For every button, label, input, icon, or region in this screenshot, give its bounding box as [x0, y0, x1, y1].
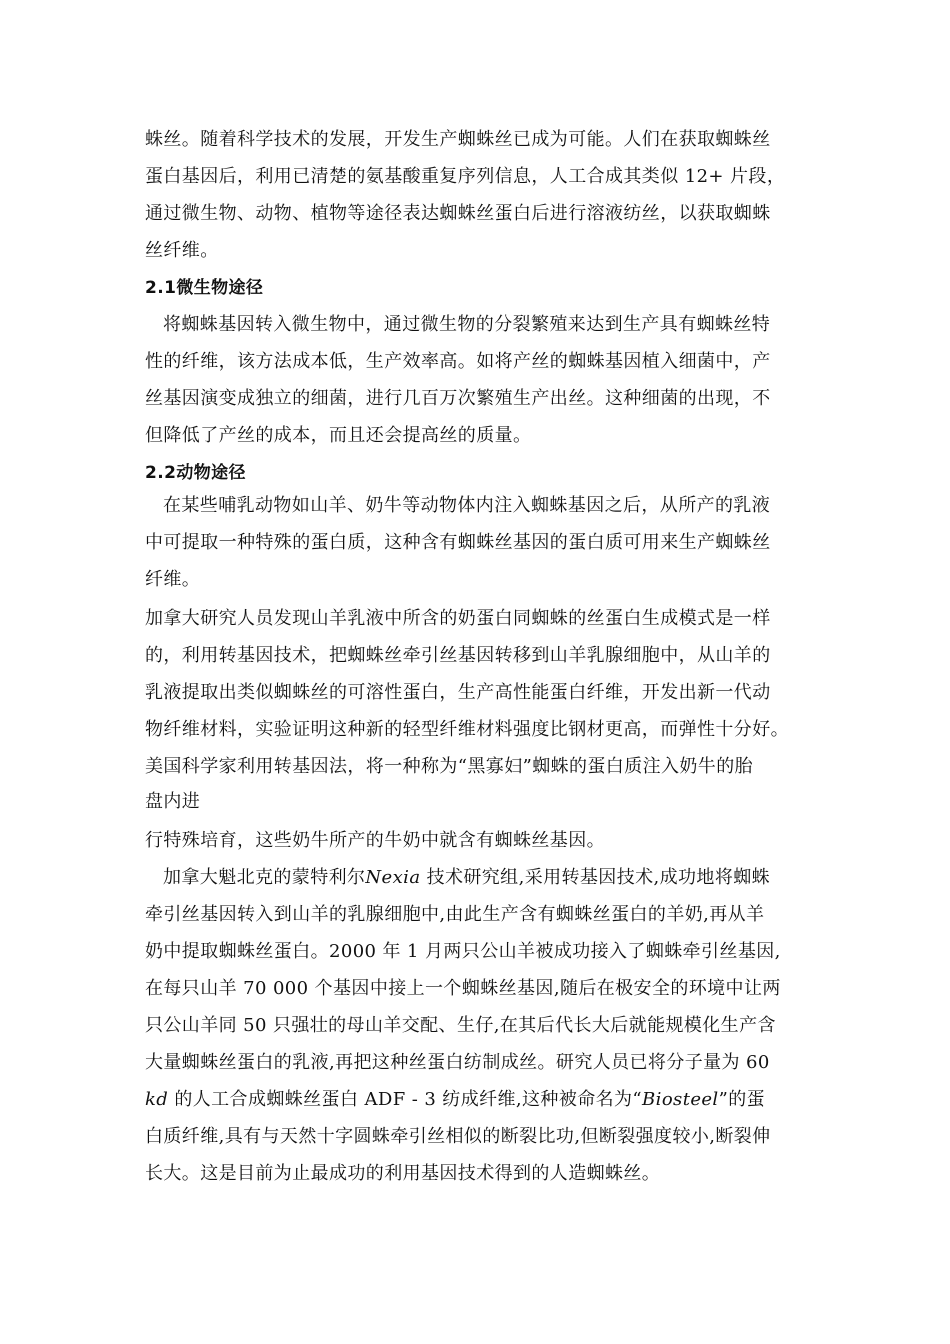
paragraph-line: 美国科学家利用转基因法，将一种称为“黑寡妇”蜘蛛的蛋白质注入奶牛的胎: [145, 756, 754, 777]
section-heading-2-1: 2.1微生物途径: [145, 278, 264, 298]
paragraph-line: 加拿大研究人员发现山羊乳液中所含的奶蛋白同蜘蛛的丝蛋白生成模式是一样: [145, 608, 771, 629]
paragraph-line: 在某些哺乳动物如山羊、奶牛等动物体内注入蜘蛛基因之后，从所产的乳液: [163, 495, 771, 516]
paragraph-line: 丝纤维。: [145, 240, 219, 261]
paragraph-line: 但降低了产丝的成本，而且还会提高丝的质量。: [145, 425, 532, 446]
paragraph-line: 大量蜘蛛丝蛋白的乳液,再把这种丝蛋白纺制成丝。研究人员已将分子量为 60: [145, 1052, 770, 1073]
paragraph-line: 盘内进: [145, 791, 201, 812]
paragraph-line: 只公山羊同 50 只强壮的母山羊交配、生仔,在其后代长大后就能规模化生产含: [145, 1015, 776, 1036]
paragraph-line: 的，利用转基因技术，把蜘蛛丝牵引丝基因转移到山羊乳腺细胞中，从山羊的: [145, 645, 771, 666]
paragraph-line: 中可提取一种特殊的蛋白质，这种含有蜘蛛丝基因的蛋白质可用来生产蜘蛛丝: [145, 532, 771, 553]
text-run: ”的蛋: [718, 1089, 765, 1110]
paragraph-line: 纤维。: [145, 569, 201, 590]
paragraph-line: 将蜘蛛基因转入微生物中，通过微生物的分裂繁殖来达到生产具有蜘蛛丝特: [163, 314, 771, 335]
text-run: 技术研究组,采用转基因技术,成功地将蜘蛛: [420, 867, 771, 888]
paragraph-line: 奶中提取蜘蛛丝蛋白。2000 年 1 月两只公山羊被成功接入了蜘蛛牵引丝基因,: [145, 941, 781, 962]
paragraph-line: 丝基因演变成独立的细菌，进行几百万次繁殖生产出丝。这种细菌的出现，不: [145, 388, 771, 409]
paragraph-line: [145, 1088, 815, 1112]
text-run-italic: Biosteel: [642, 1089, 719, 1110]
paragraph-line: 白质纤维,具有与天然十字圆蛛牵引丝相似的断裂比功,但断裂强度较小,断裂伸: [145, 1126, 771, 1147]
section-heading-2-2: 2.2动物途径: [145, 463, 246, 483]
text-run-italic: Nexia: [365, 867, 421, 888]
paragraph-line: 性的纤维，该方法成本低，生产效率高。如将产丝的蜘蛛基因植入细菌中，产: [145, 351, 771, 372]
paragraph-line: 行特殊培育，这些奶牛所产的牛奶中就含有蜘蛛丝基因。: [145, 830, 605, 851]
text-run: 加拿大魁北克的蒙特利尔: [163, 867, 366, 888]
paragraph-line: 牵引丝基因转入到山羊的乳腺细胞中,由此生产含有蜘蛛丝蛋白的羊奶,再从羊: [145, 904, 765, 925]
text-run: 的人工合成蜘蛛丝蛋白 ADF - 3 纺成纤维,这种被命名为“: [168, 1089, 643, 1110]
paragraph-line: 通过微生物、动物、植物等途径表达蜘蛛丝蛋白后进行溶液纺丝，以获取蜘蛛: [145, 203, 771, 224]
paragraph-line: 蛛丝。随着科学技术的发展，开发生产蜘蛛丝已成为可能。人们在获取蜘蛛丝: [145, 129, 771, 150]
paragraph-line: 长大。这是目前为止最成功的利用基因技术得到的人造蜘蛛丝。: [145, 1163, 661, 1184]
text-run-italic: kd: [145, 1089, 169, 1110]
paragraph-line: 在每只山羊 70 000 个基因中接上一个蜘蛛丝基因,随后在极安全的环境中让两: [145, 978, 781, 999]
paragraph-line: 物纤维材料，实验证明这种新的轻型纤维材料强度比钢材更高，而弹性十分好。: [145, 719, 789, 740]
paragraph-line: [163, 866, 833, 890]
paragraph-line: 乳液提取出类似蜘蛛丝的可溶性蛋白，生产高性能蛋白纤维，开发出新一代动: [145, 682, 771, 703]
paragraph-line: 蛋白基因后，利用已清楚的氨基酸重复序列信息，人工合成其类似 12+ 片段，: [145, 166, 786, 187]
